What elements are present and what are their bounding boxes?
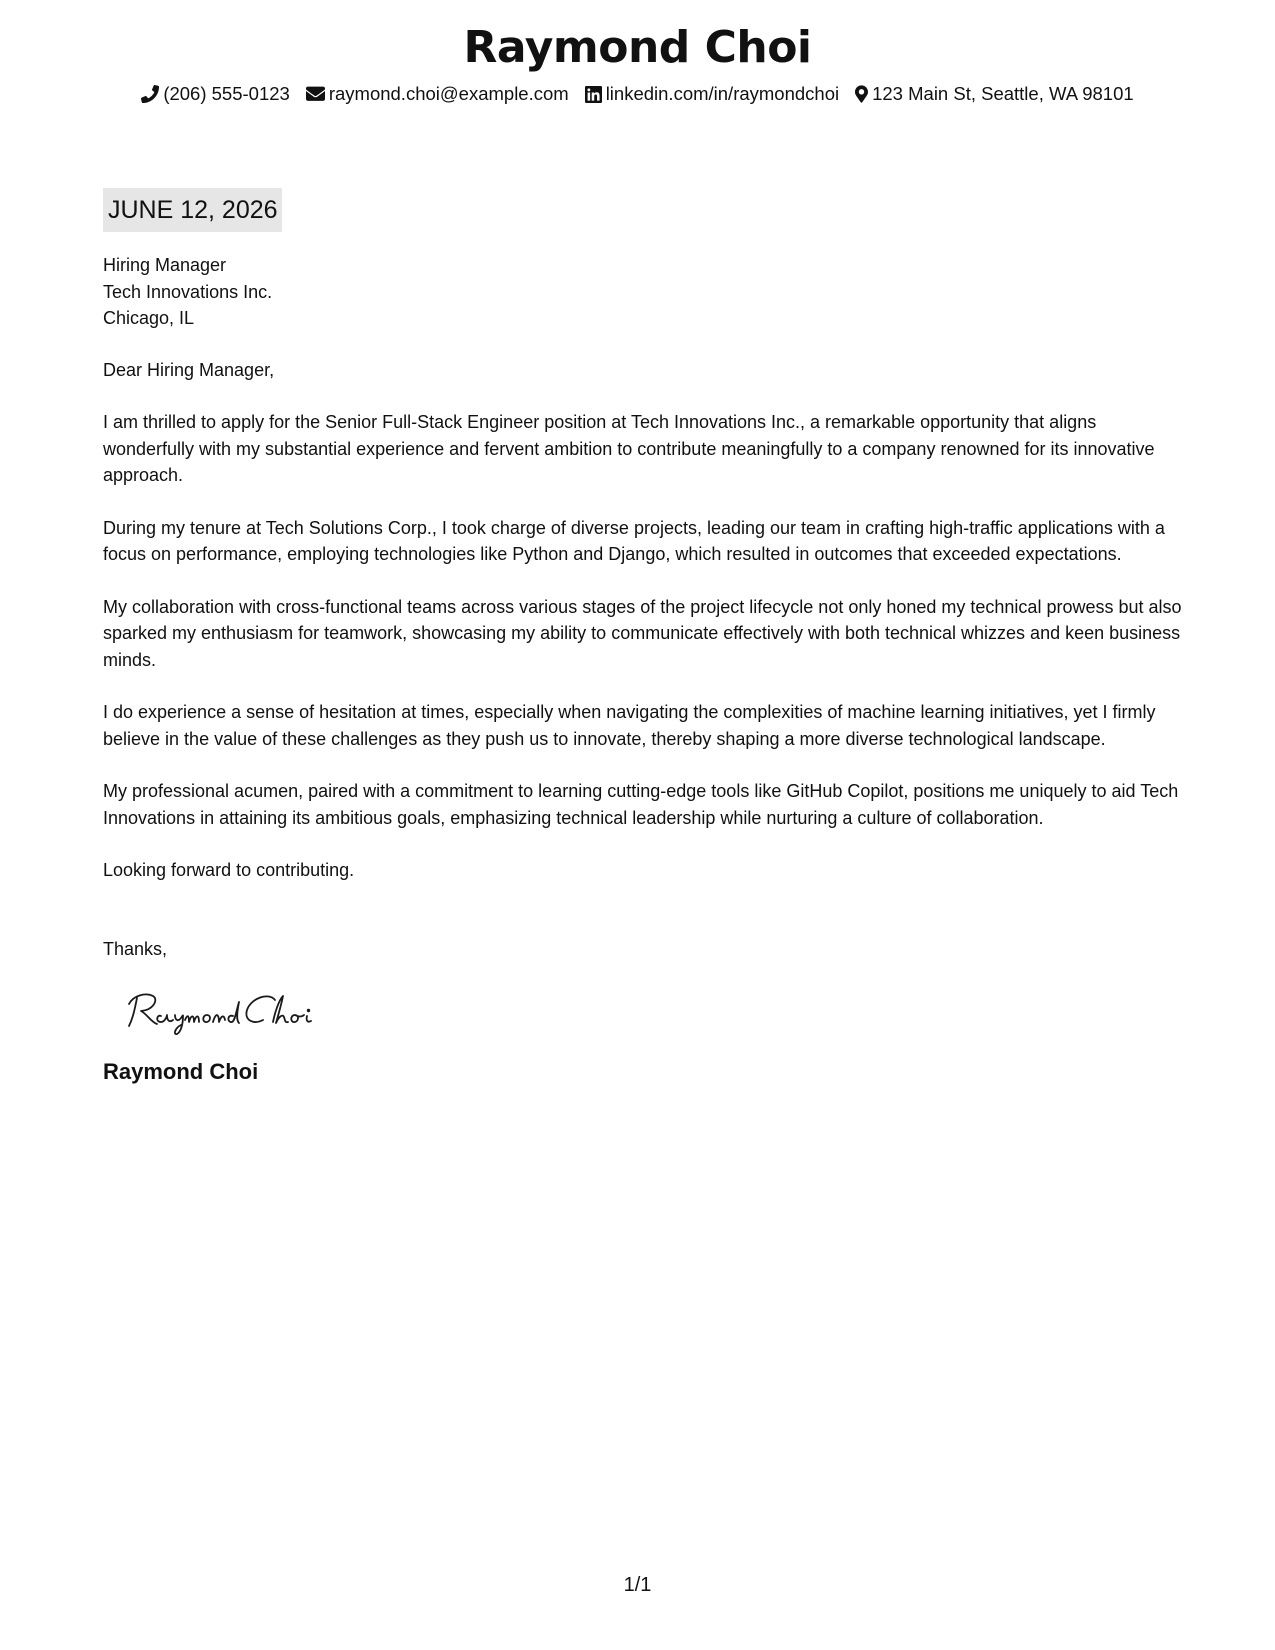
contact-phone bbox=[141, 82, 290, 106]
recipient-title: Hiring Manager bbox=[103, 255, 227, 275]
recipient-company: Tech Innovations Inc. bbox=[103, 281, 273, 302]
contact-info-row bbox=[0, 82, 1275, 106]
linkedin-icon bbox=[585, 86, 602, 103]
page-number: 1/1 bbox=[623, 1574, 652, 1596]
body-paragraph: During my tenure at Tech Solutions Corp., I took charge of diverse projects, leading our team in crafting high-traffic applications with a focus on performance, employing technologies like Python and Django, which resulted in outcomes that exceeded expectations. bbox=[103, 517, 1165, 564]
sender-name: Raymond Choi bbox=[463, 22, 812, 73]
contact-email bbox=[306, 82, 569, 106]
salutation: Dear Hiring Manager, bbox=[103, 359, 275, 380]
contact-address bbox=[855, 82, 1134, 106]
letter-header bbox=[0, 20, 1275, 106]
recipient-location: Chicago, IL bbox=[103, 308, 195, 328]
map-marker-icon bbox=[855, 85, 868, 103]
street-address: 123 Main St, Seattle, WA 98101 bbox=[872, 83, 1134, 104]
body-paragraph: Looking forward to contributing. bbox=[103, 860, 355, 880]
signer-name: Raymond Choi bbox=[103, 1059, 259, 1084]
body-paragraph: I do experience a sense of hesitation at times, especially when navigating the complexities of machine learning initiatives, yet I firmly believe in the value of these challenges as they push us to innovate, thereby shaping a more diverse technological landscape. bbox=[103, 702, 1156, 749]
letter-date: JUNE 12, 2026 bbox=[103, 188, 282, 232]
email-address: raymond.choi@example.com bbox=[328, 83, 569, 104]
recipient-block bbox=[103, 252, 1183, 332]
handwritten-signature bbox=[123, 982, 353, 1038]
closing: Thanks, bbox=[103, 938, 168, 959]
body-paragraph: My collaboration with cross-functional teams across various stages of the project lifecycle not only honed my technical prowess but also sparked my enthusiasm for teamwork, showcasing my ability to communicate effectively with both technical whizzes and keen business minds. bbox=[103, 596, 1182, 670]
contact-linkedin bbox=[585, 82, 839, 106]
letter-body bbox=[103, 188, 1183, 1086]
phone-number: (206) 555-0123 bbox=[163, 83, 290, 104]
body-paragraph: I am thrilled to apply for the Senior Full-Stack Engineer position at Tech Innovations Inc., a remarkable opportunity that aligns wonderfully with my substantial experience and fervent ambition to contribute meaningfully to a company renowned for its innovative approach. bbox=[103, 412, 1155, 485]
body-paragraph: My professional acumen, paired with a commitment to learning cutting-edge tools like GitHub Copilot, positions me uniquely to aid Tech Innovations in attaining its ambitious goals, emphasizing technical leadership while nurturing a culture of collaboration. bbox=[103, 781, 1179, 828]
linkedin-url: linkedin.com/in/raymondchoi bbox=[605, 83, 840, 104]
envelope-icon bbox=[306, 86, 325, 102]
phone-icon bbox=[141, 85, 159, 103]
